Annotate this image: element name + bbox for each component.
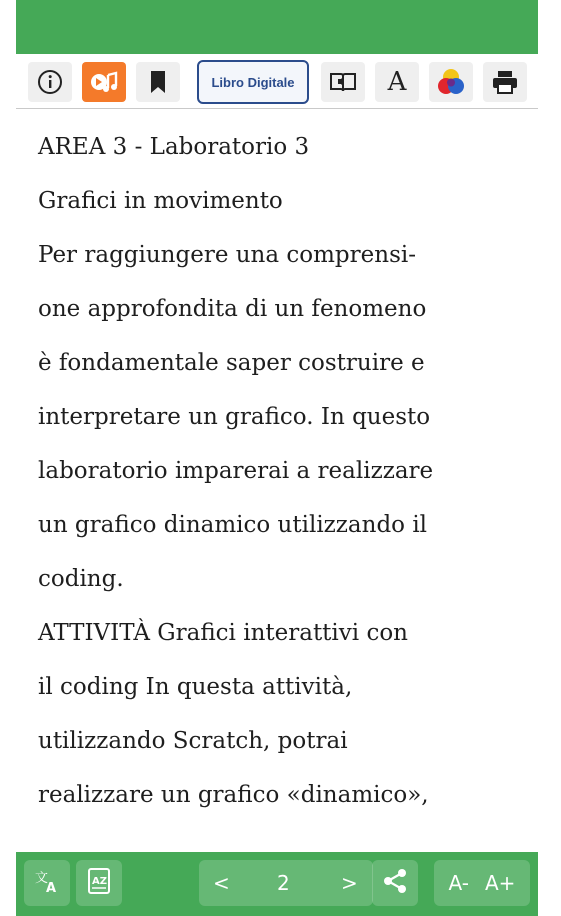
translate-icon — [33, 867, 61, 899]
info-button[interactable] — [28, 62, 72, 102]
svg-text:A: A — [46, 881, 57, 895]
font-size-controls — [434, 860, 530, 906]
bookmark-icon — [148, 69, 168, 95]
color-button[interactable] — [429, 62, 473, 102]
reading-content — [38, 120, 538, 822]
content-line: ATTIVITÀ Grafici interattivi con — [38, 620, 408, 646]
font-settings-button[interactable] — [375, 62, 419, 102]
content-line: coding. — [38, 566, 124, 592]
book-audio-button[interactable] — [321, 62, 365, 102]
font-larger-button[interactable]: A+ — [485, 871, 516, 895]
content-line: un grafico dinamico utilizzando il — [38, 512, 428, 538]
svg-text:AZ: AZ — [92, 876, 107, 887]
translate-button[interactable] — [24, 860, 70, 906]
page-navigator — [199, 860, 373, 906]
color-icon — [435, 67, 467, 97]
content-line: interpretare un grafico. In questo — [38, 404, 431, 430]
content-line: AREA 3 - Laboratorio 3 — [38, 134, 310, 160]
share-icon — [381, 867, 409, 899]
top-header-bar — [16, 0, 538, 54]
toolbar — [16, 54, 538, 109]
font-icon: A — [387, 67, 407, 97]
content-line: one approfondita di un fenomeno — [38, 296, 427, 322]
content-line: Grafici in movimento — [38, 188, 283, 214]
font-smaller-button[interactable]: A- — [448, 871, 469, 895]
libro-digitale-button[interactable]: Libro Digitale — [197, 60, 309, 104]
reader-frame — [16, 0, 538, 916]
svg-text:文: 文 — [35, 871, 49, 886]
prev-page-button[interactable]: < — [213, 871, 230, 895]
audio-icon — [89, 69, 119, 95]
print-button[interactable] — [483, 62, 527, 102]
audio-button[interactable] — [82, 62, 126, 102]
content-line: laboratorio imparerai a realizzare — [38, 458, 434, 484]
next-page-button[interactable]: > — [341, 871, 358, 895]
dictionary-icon — [86, 867, 112, 899]
share-button[interactable] — [372, 860, 418, 906]
content-line: realizzare un grafico «dinamico», — [38, 782, 429, 808]
page-number[interactable]: 2 — [277, 871, 290, 895]
content-line: il coding In questa attività, — [38, 674, 353, 700]
print-icon — [491, 69, 519, 95]
content-line: utilizzando Scratch, potrai — [38, 728, 348, 754]
content-line: è fondamentale saper costruire e — [38, 350, 425, 376]
book-audio-icon — [328, 69, 358, 95]
dictionary-button[interactable] — [76, 860, 122, 906]
bottom-navigation-bar — [16, 852, 538, 916]
info-icon — [37, 69, 63, 95]
content-line: Per raggiungere una comprensi- — [38, 242, 417, 268]
bookmark-button[interactable] — [136, 62, 180, 102]
